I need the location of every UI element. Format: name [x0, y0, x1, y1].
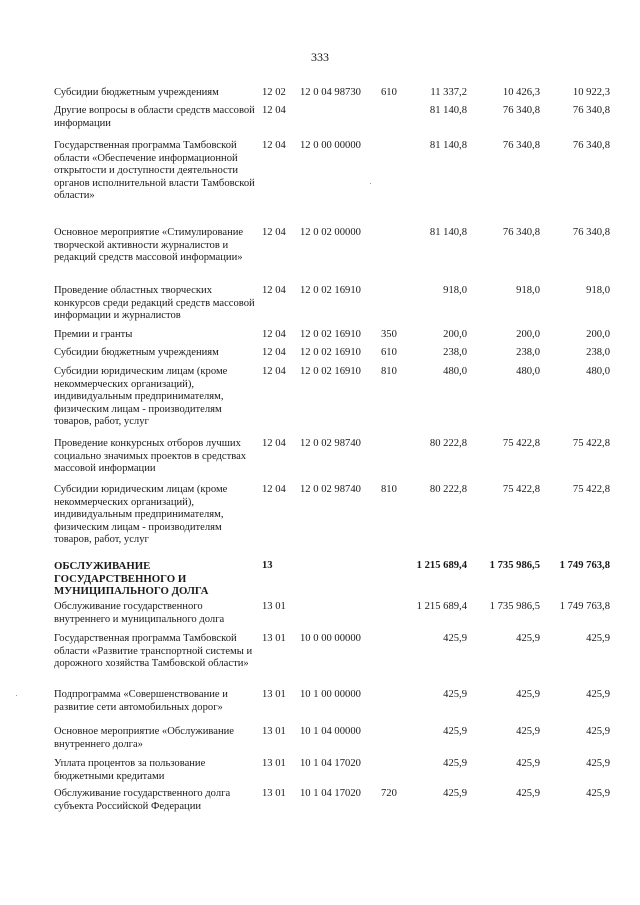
row-target-code: 12 0 02 16910: [300, 366, 361, 377]
row-name: Премии и гранты: [54, 329, 133, 340]
row-name: Обслуживание государственного внутреннего и муниципального долга: [54, 601, 225, 625]
row-value-year2: 425,9: [516, 633, 540, 644]
row-value-year1: 425,9: [443, 726, 467, 737]
row-section-code: 12 04: [262, 347, 286, 358]
row-section-code: 12 04: [262, 366, 286, 377]
row-section-code: 12 04: [262, 438, 286, 449]
row-name: Субсидии юридическим лицам (кроме некоммерческих организаций), индивидуальным предпринимателям, физическим лицам - производителям товаров, работ, услуг: [54, 484, 228, 545]
row-name: Подпрограмма «Совершенствование и развитие сети автомобильных дорог»: [54, 689, 228, 713]
row-expense-type: 350: [381, 329, 397, 340]
row-value-year1: 1 215 689,4: [416, 560, 467, 571]
row-section-code: 13 01: [262, 726, 286, 737]
row-value-year1: 11 337,2: [430, 87, 467, 98]
row-expense-type: 610: [381, 347, 397, 358]
row-name: Другие вопросы в области средств массовой информации: [54, 105, 255, 129]
row-target-code: 12 0 02 16910: [300, 285, 361, 296]
row-value-year3: 425,9: [586, 788, 610, 799]
row-section-code: 12 04: [262, 329, 286, 340]
row-value-year2: 75 422,8: [502, 484, 540, 495]
row-value-year1: 80 222,8: [429, 484, 467, 495]
row-value-year2: 425,9: [516, 689, 540, 700]
row-value-year2: 76 340,8: [502, 105, 540, 116]
row-name: Проведение конкурсных отборов лучших социально значимых проектов в средствах массовой информации: [54, 438, 247, 474]
row-value-year1: 200,0: [443, 329, 467, 340]
row-value-year1: 238,0: [443, 347, 467, 358]
row-name: Проведение областных творческих конкурсов среди редакций средств массовой информации и журналистов: [54, 285, 255, 321]
row-value-year2: 480,0: [516, 366, 540, 377]
row-value-year3: 918,0: [586, 285, 610, 296]
row-section-code: 13 01: [262, 689, 286, 700]
row-name: Основное мероприятие «Обслуживание внутреннего долга»: [54, 726, 235, 750]
row-value-year2: 76 340,8: [502, 227, 540, 238]
row-value-year2: 1 735 986,5: [489, 601, 540, 612]
row-value-year3: 76 340,8: [572, 140, 610, 151]
row-target-code: 12 0 02 16910: [300, 329, 361, 340]
row-value-year1: 480,0: [443, 366, 467, 377]
row-value-year2: 200,0: [516, 329, 540, 340]
scan-dot: [370, 183, 371, 184]
row-value-year3: 76 340,8: [572, 227, 610, 238]
row-target-code: 12 0 02 98740: [300, 438, 361, 449]
row-section-code: 13 01: [262, 758, 286, 769]
row-value-year2: 425,9: [516, 726, 540, 737]
row-value-year1: 1 215 689,4: [416, 601, 467, 612]
row-name: Государственная программа Тамбовской области «Обеспечение информационной открытости и доступности деятельности органов исполнительной власти Тамбовской области»: [54, 140, 255, 201]
row-value-year3: 10 922,3: [572, 87, 610, 98]
row-target-code: 10 1 04 00000: [300, 726, 361, 737]
row-value-year3: 425,9: [586, 633, 610, 644]
row-target-code: 12 0 02 16910: [300, 347, 361, 358]
row-value-year2: 425,9: [516, 788, 540, 799]
row-target-code: 12 0 02 98740: [300, 484, 361, 495]
row-value-year2: 238,0: [516, 347, 540, 358]
row-target-code: 10 1 00 00000: [300, 689, 361, 700]
row-name: Обслуживание государственного долга субъекта Российской Федерации: [54, 788, 231, 812]
row-value-year3: 238,0: [586, 347, 610, 358]
row-section-code: 12 02: [262, 87, 286, 98]
row-section-code: 12 04: [262, 105, 286, 116]
row-value-year3: 1 749 763,8: [559, 601, 610, 612]
scan-dot: [16, 695, 17, 696]
row-name: ОБСЛУЖИВАНИЕ ГОСУДАРСТВЕННОГО И МУНИЦИПАЛЬНОГО ДОЛГА: [54, 560, 209, 597]
row-expense-type: 610: [381, 87, 397, 98]
row-value-year1: 425,9: [443, 788, 467, 799]
row-section-code: 12 04: [262, 140, 286, 151]
row-expense-type: 810: [381, 484, 397, 495]
row-value-year3: 75 422,8: [572, 484, 610, 495]
row-value-year3: 425,9: [586, 726, 610, 737]
row-value-year2: 425,9: [516, 758, 540, 769]
row-value-year2: 918,0: [516, 285, 540, 296]
row-expense-type: 720: [381, 788, 397, 799]
row-value-year2: 75 422,8: [502, 438, 540, 449]
row-value-year1: 918,0: [443, 285, 467, 296]
row-value-year2: 76 340,8: [502, 140, 540, 151]
row-target-code: 10 1 04 17020: [300, 788, 361, 799]
row-value-year1: 425,9: [443, 689, 467, 700]
row-target-code: 12 0 04 98730: [300, 87, 361, 98]
row-value-year3: 200,0: [586, 329, 610, 340]
row-value-year1: 81 140,8: [429, 105, 467, 116]
row-name: Субсидии юридическим лицам (кроме некоммерческих организаций), индивидуальным предпринимателям, физическим лицам - производителям товаров, работ, услуг: [54, 366, 228, 427]
row-name: Уплата процентов за пользование бюджетными кредитами: [54, 758, 206, 782]
row-value-year1: 80 222,8: [429, 438, 467, 449]
row-value-year3: 1 749 763,8: [559, 560, 610, 571]
row-target-code: 10 0 00 00000: [300, 633, 361, 644]
row-section-code: 13 01: [262, 788, 286, 799]
row-value-year3: 480,0: [586, 366, 610, 377]
row-value-year2: 10 426,3: [502, 87, 540, 98]
row-value-year1: 425,9: [443, 758, 467, 769]
row-name: Основное мероприятие «Стимулирование творческой активности журналистов и редакций средств массовой информации»: [54, 227, 244, 263]
row-name: Государственная программа Тамбовской области «Развитие транспортной системы и дорожного хозяйства Тамбовской области»: [54, 633, 253, 669]
row-value-year1: 81 140,8: [429, 140, 467, 151]
row-value-year2: 1 735 986,5: [489, 560, 540, 571]
row-value-year1: 425,9: [443, 633, 467, 644]
row-target-code: 12 0 02 00000: [300, 227, 361, 238]
row-name: Субсидии бюджетным учреждениям: [54, 347, 219, 358]
row-section-code: 13 01: [262, 601, 286, 612]
row-value-year3: 425,9: [586, 758, 610, 769]
row-value-year3: 75 422,8: [572, 438, 610, 449]
row-section-code: 13: [262, 560, 273, 571]
row-target-code: 12 0 00 00000: [300, 140, 361, 151]
row-value-year3: 76 340,8: [572, 105, 610, 116]
row-section-code: 12 04: [262, 484, 286, 495]
row-section-code: 13 01: [262, 633, 286, 644]
row-value-year3: 425,9: [586, 689, 610, 700]
row-section-code: 12 04: [262, 285, 286, 296]
row-value-year1: 81 140,8: [429, 227, 467, 238]
page-number: 333: [311, 50, 329, 64]
row-section-code: 12 04: [262, 227, 286, 238]
row-expense-type: 810: [381, 366, 397, 377]
row-name: Субсидии бюджетным учреждениям: [54, 87, 219, 98]
row-target-code: 10 1 04 17020: [300, 758, 361, 769]
